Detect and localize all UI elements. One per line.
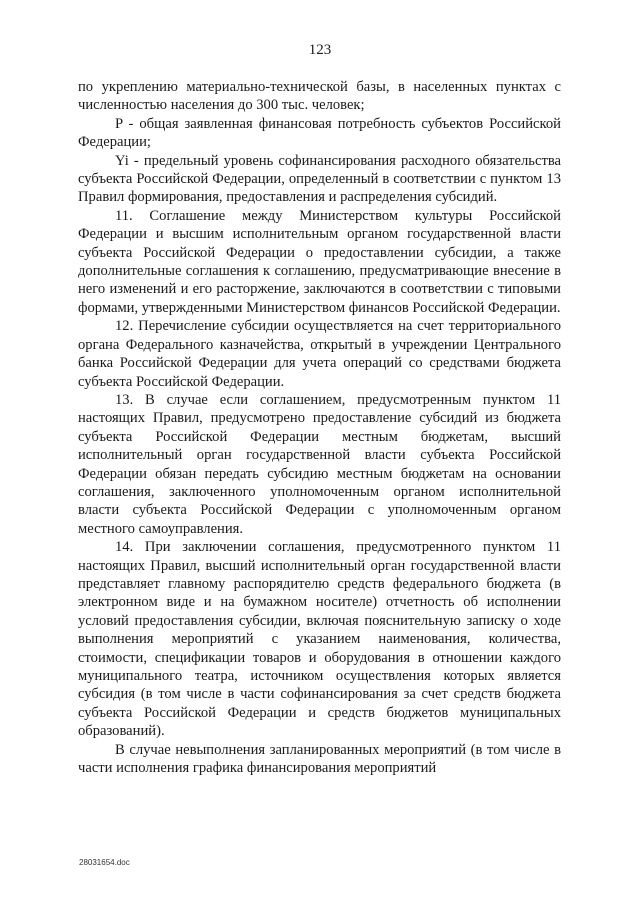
page-number: 123 <box>308 42 332 58</box>
document-filename: 28031654.doc <box>79 858 130 867</box>
paragraph-yi-definition: Yi - предельный уровень софинансирования расходного обязательства субъекта Российской Федерации, определенный в соответствии с пунктом 13 Правил формирования, предоставления и распределения субсидий. <box>78 152 561 206</box>
paragraph-11: 11. Соглашение между Министерством культуры Российской Федерации и высшим исполнительным органом государственной власти субъекта Российской Федерации о предоставлении субсидии, а также дополнительные соглашения к соглашению, предусматривающие внесение в него изменений и его расторжение, заключаются в соответствии с типовыми формами, утвержденными Министерством финансов Российской Федерации. <box>78 207 561 316</box>
paragraph-14: 14. При заключении соглашения, предусмотренного пунктом 11 настоящих Правил, высший исполнительный орган государственной власти представляет главному распорядителю средств федерального бюджета (в электронном виде и на бумажном носителе) отчетность об исполнении условий предоставления субсидии, включая пояснительную записку о ходе выполнения мероприятий с указанием наименования, количества, стоимости, спецификации товаров и оборудования в отношении каждого муниципального театра, источником осуществления которых является субсидия (в том числе в части софинансирования за счет средств бюджета субъекта Российской Федерации и средств бюджетов муниципальных образований). <box>78 539 561 740</box>
paragraph-p-definition: P - общая заявленная финансовая потребность субъектов Российской Федерации; <box>78 115 561 151</box>
paragraph-12: 12. Перечисление субсидии осуществляется на счет территориального органа Федерального казначейства, открытый в учреждении Центрального банка Российской Федерации для учета операций со средствами бюджета субъекта Российской Федерации. <box>78 318 561 390</box>
paragraph-13: 13. В случае если соглашением, предусмотренным пунктом 11 настоящих Правил, предусмотрено предоставление субсидий из бюджета субъекта Российской Федерации местным бюджетам, высший исполнительный орган государственной власти субъекта Российской Федерации обязан передать субсидию местным бюджетам на основании соглашения, заключенного уполномоченным органом исполнительной власти субъекта Российской Федерации с уполномоченным органом местного самоуправления. <box>78 391 561 537</box>
paragraph-nonfulfillment: В случае невыполнения запланированных мероприятий (в том числе в части исполнения графика финансирования мероприятий <box>78 741 561 777</box>
document-body <box>78 78 561 777</box>
paragraph-continuation: по укреплению материально-технической базы, в населенных пунктах с численностью населения до 300 тыс. человек; <box>78 79 561 114</box>
